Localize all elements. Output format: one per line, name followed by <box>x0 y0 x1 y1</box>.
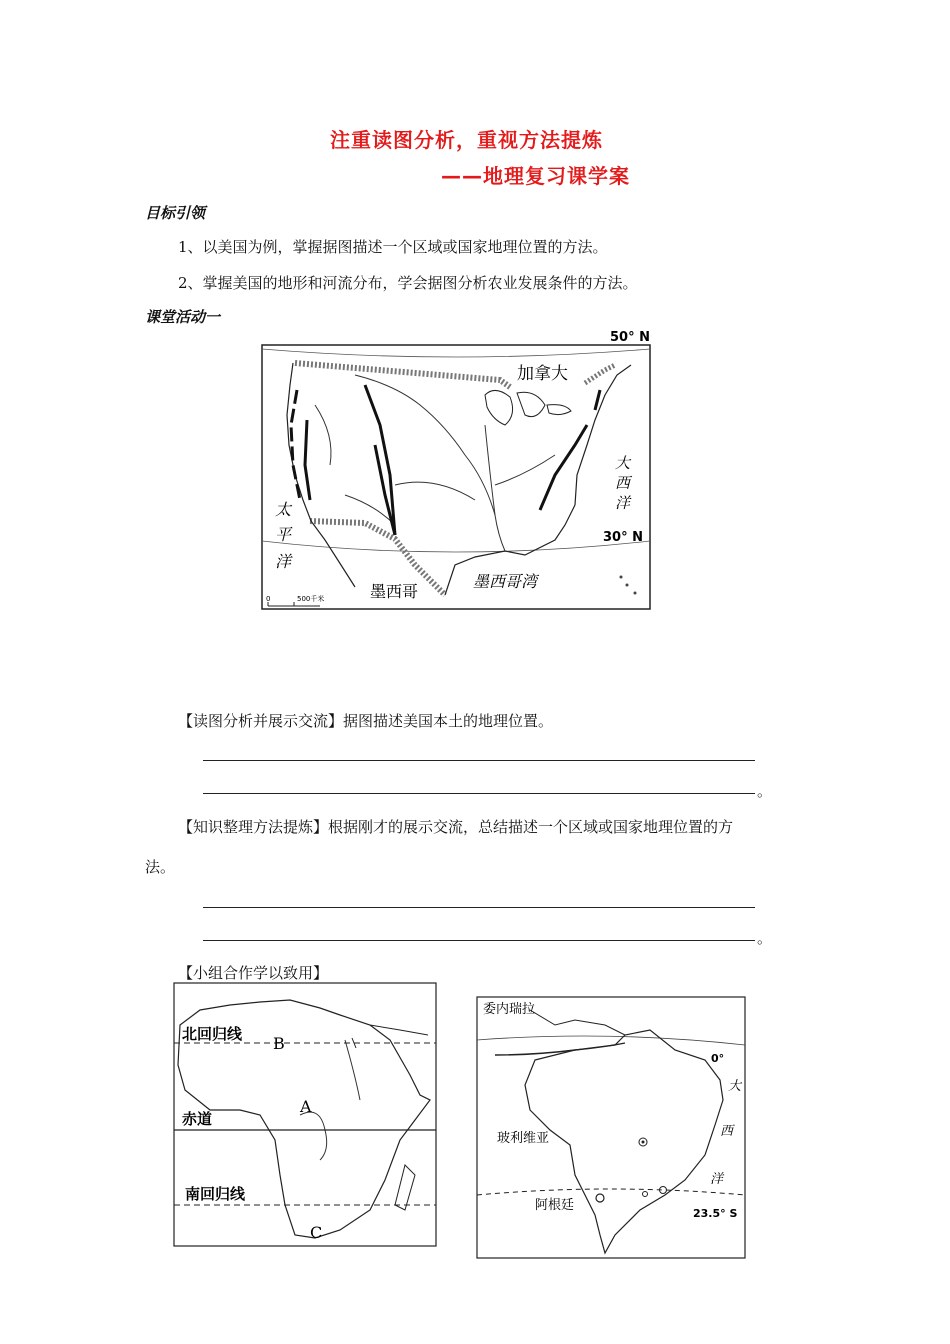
answer-line-4[interactable] <box>203 940 755 941</box>
task1-end-mark: 。 <box>757 782 773 800</box>
label-atlantic-3: 洋 <box>615 494 631 512</box>
label-atlantic-1: 大 <box>615 454 631 472</box>
label-bolivia: 玻利维亚 <box>497 1131 550 1146</box>
label-atlantic-2: 西 <box>720 1124 734 1139</box>
activity1-heading: 课堂活动一 <box>145 308 221 326</box>
point-c: C <box>310 1223 323 1242</box>
label-atlantic-1: 大 <box>728 1079 742 1094</box>
label-mexico: 墨西哥 <box>370 582 419 601</box>
scale-zero: 0 <box>266 595 271 603</box>
label-atlantic-3: 洋 <box>710 1172 724 1187</box>
label-pacific-1: 太 <box>275 500 292 519</box>
label-tropic-23-5s: 23.5° S <box>693 1207 738 1220</box>
label-gulf: 墨西哥湾 <box>473 572 538 591</box>
label-equator: 赤道 <box>182 1110 213 1128</box>
label-canada: 加拿大 <box>517 364 568 384</box>
goal-item-1: 1、以美国为例，掌握据图描述一个区域或国家地理位置的方法。 <box>178 238 608 256</box>
label-venezuela: 委内瑞拉 <box>483 1002 536 1017</box>
brazil-map <box>475 995 747 1260</box>
point-a: A <box>300 1097 312 1116</box>
task2-prompt-line2: 法。 <box>145 858 176 876</box>
lat-label-50n: 50° N <box>610 330 650 345</box>
lat-label-30n: 30° N <box>603 530 643 545</box>
label-pacific-2: 平 <box>275 525 292 544</box>
label-tropic-cancer: 北回归线 <box>182 1025 243 1043</box>
label-equator-0: 0° <box>711 1052 725 1065</box>
task3-prompt: 【小组合作学以致用】 <box>178 964 329 982</box>
task1-prompt: 【读图分析并展示交流】据图描述美国本土的地理位置。 <box>178 712 554 730</box>
label-tropic-capricorn: 南回归线 <box>185 1185 246 1203</box>
answer-line-2[interactable] <box>203 793 755 794</box>
goal-item-2: 2、掌握美国的地形和河流分布，学会据图分析农业发展条件的方法。 <box>178 274 638 292</box>
point-b: B <box>273 1034 285 1053</box>
task2-end-mark: 。 <box>757 929 773 947</box>
label-atlantic-2: 西 <box>615 474 631 492</box>
task2-prompt-line1: 【知识整理方法提炼】根据刚才的展示交流，总结描述一个区域或国家地理位置的方 <box>178 818 734 836</box>
label-argentina: 阿根廷 <box>535 1198 575 1213</box>
africa-map <box>170 980 440 1250</box>
usa-map <box>255 325 665 615</box>
scale-label: 500千米 <box>297 595 325 603</box>
goals-heading: 目标引领 <box>145 204 206 222</box>
answer-line-3[interactable] <box>203 907 755 908</box>
page-title: 注重读图分析，重视方法提炼 <box>330 128 603 152</box>
label-pacific-3: 洋 <box>275 552 292 571</box>
answer-line-1[interactable] <box>203 760 755 761</box>
page-subtitle: ——地理复习课学案 <box>441 164 630 188</box>
